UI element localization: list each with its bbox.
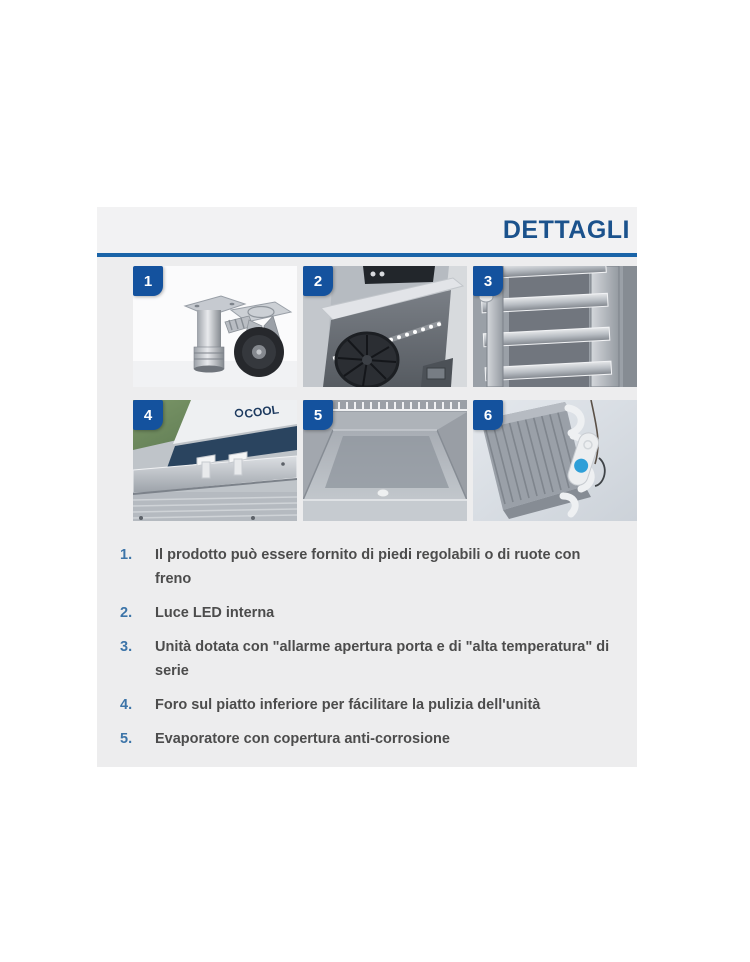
- feature-number: 5.: [120, 731, 133, 747]
- detail-photo-6[interactable]: [473, 400, 637, 521]
- feature-number: 3.: [120, 639, 133, 655]
- feature-item-2: [120, 601, 617, 625]
- details-body: [97, 257, 637, 767]
- detail-photo-1[interactable]: [133, 266, 297, 387]
- features-list: [97, 543, 637, 751]
- feature-number: 1.: [120, 547, 133, 563]
- feature-number: 2.: [120, 605, 133, 621]
- cool-logo-text: COOL: [243, 402, 280, 421]
- feature-text: Foro sul piatto inferiore per fácilitare la pulizia dell'unità: [155, 697, 541, 713]
- image-number-badge: 2: [303, 266, 333, 296]
- details-header: [97, 207, 637, 253]
- page-title: DETTAGLI: [502, 215, 630, 244]
- image-number-badge: 6: [473, 400, 503, 430]
- feature-item-4: [120, 693, 617, 717]
- detail-photo-2[interactable]: [303, 266, 467, 387]
- feature-text: Luce LED interna: [155, 605, 275, 621]
- feature-number: 4.: [120, 697, 133, 713]
- feature-text: Evaporatore con copertura anti-corrosione: [155, 731, 450, 747]
- feature-item-3: [120, 635, 617, 683]
- detail-photo-5[interactable]: [303, 400, 467, 521]
- feature-item-1: [120, 543, 617, 591]
- image-number-badge: 5: [303, 400, 333, 430]
- detail-photo-3[interactable]: [473, 266, 637, 387]
- detail-images-grid: [97, 266, 637, 521]
- image-number-badge: 1: [133, 266, 163, 296]
- detail-photo-4[interactable]: [133, 400, 297, 521]
- feature-item-5: [120, 727, 617, 751]
- feature-text: Unità dotata con "allarme apertura porta e di "alta temperatura" di serie: [155, 639, 610, 679]
- image-number-badge: 3: [473, 266, 503, 296]
- feature-text: Il prodotto può essere fornito di piedi regolabili o di ruote con freno: [155, 547, 581, 587]
- image-number-badge: 4: [133, 400, 163, 430]
- details-panel: [97, 207, 637, 767]
